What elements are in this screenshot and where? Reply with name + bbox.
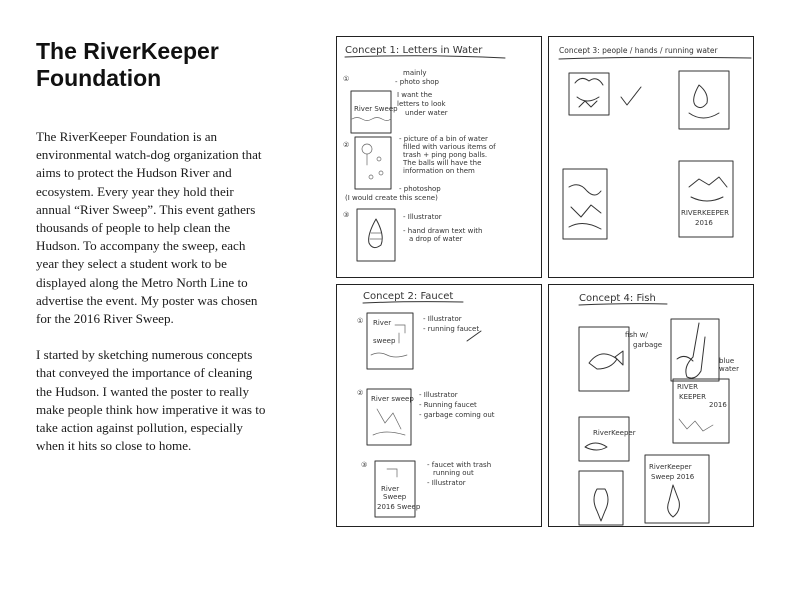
note: water [719, 365, 739, 373]
thumbnail-frame [579, 417, 629, 461]
note: - Running faucet [419, 401, 477, 409]
thumbnail-text: sweep [373, 337, 396, 345]
note: a drop of water [409, 235, 463, 243]
thumbnail-text: Sweep 2016 [651, 473, 695, 481]
note: running out [433, 469, 474, 477]
thumbnail-text: RiverKeeper [649, 463, 692, 471]
note: - Illustrator [403, 213, 442, 221]
thumbnail-frame [569, 73, 609, 115]
sketch-title: Concept 3: people / hands / running water [559, 46, 718, 55]
thumbnail-frame [579, 471, 623, 525]
thumbnail-text: Sweep [383, 493, 407, 501]
sketch-drawing-concept-2 [337, 285, 541, 526]
note: information on them [403, 167, 475, 175]
thumbnail-text: River sweep [371, 395, 414, 403]
note: filled with various items of [403, 143, 496, 151]
step-number: ② [357, 389, 364, 397]
note: The balls will have the [403, 159, 482, 167]
thumbnail-frame [671, 319, 719, 381]
step-number: ③ [343, 211, 350, 219]
thumbnail-text: 2016 [709, 401, 727, 409]
thumbnail-frame [355, 137, 391, 189]
note: - running faucet [423, 325, 480, 333]
title-line-1: The RiverKeeper [36, 38, 219, 64]
thumbnail-text: 2016 [695, 219, 713, 227]
thumbnail-frame [357, 209, 395, 261]
note: I want the [397, 91, 433, 99]
step-number: ② [343, 141, 350, 149]
note: mainly [403, 69, 427, 77]
sketch-drawing-concept-3 [549, 37, 753, 277]
note: blue [719, 357, 735, 365]
note: - photoshop [399, 185, 441, 193]
note: - Illustrator [423, 315, 462, 323]
paragraph-intro: The RiverKeeper Foundation is an environmental watch-dog organization that aims to protect the Hudson River and ecosystem. Every year they hold their annual “River Sweep”. This event gathers thousands of people to help clean the Hudson. To accompany the sweep, each year they select a student work to be displayed along the Metro North Line to advertise the event. My poster was chosen for the 2016 River Sweep. [36, 129, 262, 327]
note: - garbage coming out [419, 411, 495, 419]
note: garbage [633, 341, 663, 349]
note: - picture of a bin of water [399, 135, 488, 143]
thumbnail-text: KEEPER [679, 393, 706, 401]
thumbnail-text: River [373, 319, 392, 327]
note: under water [405, 109, 448, 117]
sketch-panel-concept-4 [548, 284, 754, 527]
thumbnail-text: RIVERKEEPER [681, 209, 729, 217]
thumbnail-text: River [381, 485, 400, 493]
note: - hand drawn text with [403, 227, 483, 235]
note: (I would create this scene) [345, 194, 438, 202]
sketch-title: Concept 4: Fish [579, 293, 656, 304]
note: letters to look [397, 100, 446, 108]
note: trash + ping pong balls. [403, 151, 488, 159]
thumbnail-frame [579, 327, 629, 391]
thumbnail-text: RIVER [677, 383, 699, 391]
note: - Illustrator [419, 391, 458, 399]
note: - Illustrator [427, 479, 466, 487]
thumbnail-frame [679, 71, 729, 129]
sketch-panel-concept-3 [548, 36, 754, 278]
sketch-drawing-concept-4 [549, 285, 753, 526]
thumbnail-text: RiverKeeper [593, 429, 636, 437]
sketch-title: Concept 2: Faucet [363, 291, 454, 302]
page-title [36, 38, 219, 92]
note: fish w/ [625, 331, 648, 339]
step-number: ① [343, 75, 350, 83]
step-number: ① [357, 317, 364, 325]
step-number: ③ [361, 461, 368, 469]
thumbnail-text: 2016 Sweep [377, 503, 421, 511]
sketch-drawing-concept-1 [337, 37, 541, 277]
paragraph-process: I started by sketching numerous concepts that conveyed the importance of cleaning the Hudson. I wanted the poster to really make people think how imperative it was to take action against pollution, especially when it hits so close to home. [36, 347, 266, 454]
body-text [36, 128, 268, 473]
thumbnail-text: River Sweep [354, 105, 398, 113]
sketch-panel-concept-1 [336, 36, 542, 278]
note: - faucet with trash [427, 461, 492, 469]
note: - photo shop [395, 78, 439, 86]
sketch-title: Concept 1: Letters in Water [345, 45, 483, 56]
sketch-panel-concept-2 [336, 284, 542, 527]
title-line-2: Foundation [36, 65, 162, 91]
